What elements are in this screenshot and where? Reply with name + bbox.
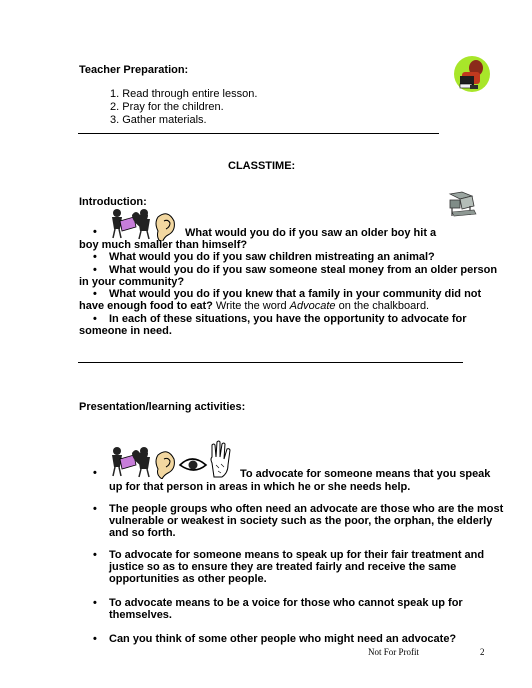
list-item: 1. Read through entire lesson. bbox=[110, 88, 258, 100]
intro-q4-instruction: Write the word bbox=[212, 300, 290, 312]
intro-q4-instruction-end: on the chalkboard. bbox=[335, 300, 430, 312]
intro-q4-advocate-word: Advocate bbox=[289, 300, 336, 312]
hands-heart-ear-eye-hand-icon bbox=[108, 439, 236, 479]
school-desk-icon bbox=[446, 190, 478, 218]
pres-b2-line2: vulnerable or weakest in society such as the poor, the orphan, the elderly bbox=[109, 515, 493, 527]
bullet: • bbox=[93, 226, 97, 238]
bullet: • bbox=[93, 549, 97, 561]
classtime-heading: CLASSTIME: bbox=[228, 160, 296, 172]
pres-b4-line1: To advocate means to be a voice for those who cannot speak up for bbox=[109, 597, 463, 609]
divider bbox=[78, 133, 439, 134]
bullet: • bbox=[93, 313, 97, 325]
intro-q4-text: have enough food to eat? bbox=[79, 300, 213, 312]
list-item: 2. Pray for the children. bbox=[110, 101, 224, 113]
bullet: • bbox=[93, 467, 97, 479]
pres-b1-line2: up for that person in areas in which he or she needs help. bbox=[109, 481, 411, 493]
pres-b3-line3: opportunities as other people. bbox=[109, 573, 267, 585]
intro-q5-line1: In each of these situations, you have the opportunity to advocate for bbox=[109, 313, 467, 325]
bullet: • bbox=[93, 288, 97, 300]
intro-q4-line2 bbox=[79, 300, 429, 313]
intro-q5-line2: someone in need. bbox=[79, 325, 172, 337]
pres-b4-line2: themselves. bbox=[109, 609, 172, 621]
pres-b3-line2: justice so as to ensure they are treated fairly and receive the same bbox=[109, 561, 457, 573]
intro-q1-line2: boy much smaller than himself? bbox=[79, 239, 248, 251]
pres-b3-line1: To advocate for someone means to speak up for their fair treatment and bbox=[109, 549, 485, 561]
pres-b2-line1: The people groups who often need an advocate are those who are the most bbox=[109, 503, 504, 515]
reading-person-icon bbox=[452, 54, 492, 94]
page-number: 2 bbox=[480, 647, 485, 657]
intro-q4-line1: What would you do if you knew that a family in your community did not bbox=[109, 288, 482, 300]
pres-b5: Can you think of some other people who might need an advocate? bbox=[109, 633, 457, 645]
pres-b2-line3: and so forth. bbox=[109, 527, 176, 539]
introduction-heading: Introduction: bbox=[79, 196, 147, 208]
pres-b1-line1: To advocate for someone means that you speak bbox=[240, 468, 491, 480]
bullet: • bbox=[93, 633, 97, 645]
intro-q1-line1: What would you do if you saw an older boy hit a bbox=[185, 227, 437, 239]
divider bbox=[78, 362, 463, 363]
bullet: • bbox=[93, 251, 97, 263]
teacher-prep-heading: Teacher Preparation: bbox=[79, 64, 189, 76]
intro-q3-line1: What would you do if you saw someone steal money from an older person bbox=[109, 264, 498, 276]
presentation-heading: Presentation/learning activities: bbox=[79, 401, 246, 413]
list-item: 3. Gather materials. bbox=[110, 114, 207, 126]
hands-heart-ear-icon bbox=[108, 207, 178, 241]
bullet: • bbox=[93, 264, 97, 276]
intro-q3-line2: in your community? bbox=[79, 276, 185, 288]
bullet: • bbox=[93, 503, 97, 515]
footer-text: Not For Profit bbox=[368, 647, 420, 657]
bullet: • bbox=[93, 597, 97, 609]
intro-q2: What would you do if you saw children mistreating an animal? bbox=[109, 251, 435, 263]
teacher-prep-list bbox=[110, 88, 257, 127]
